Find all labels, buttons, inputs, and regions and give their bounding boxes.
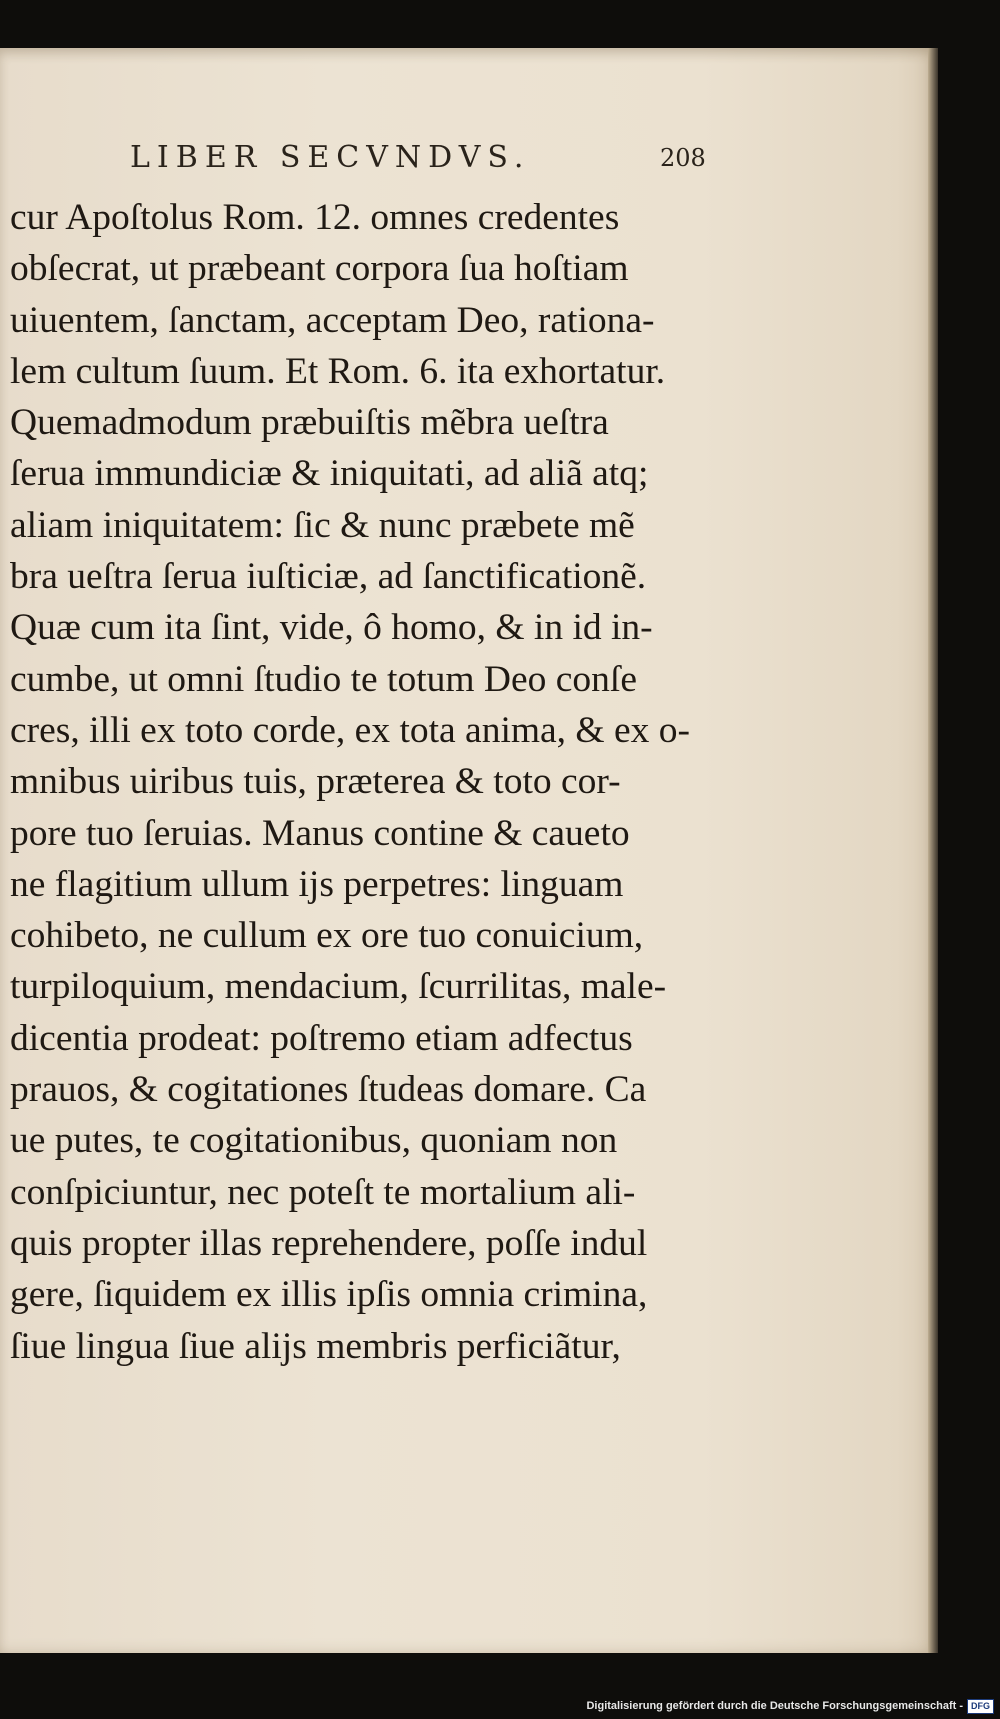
text-line: prauos, & cogitationes ſtudeas domare. Ca [10,1069,647,1111]
text-line: Quemadmodum præbuiſtis mẽbra ueſtra [10,402,609,444]
digitization-credit [586,1698,994,1714]
text-line: conſpiciuntur, nec poteſt te mortalium ali- [10,1171,636,1213]
text-line: ne flagitium ullum ijs perpetres: linguam [10,863,624,905]
text-line: uiuentem, ſanctam, acceptam Deo, rationa- [10,299,655,341]
text-line: ſiue lingua ſiue alijs membris perficiãtur, [10,1325,621,1367]
text-line: turpiloquium, mendacium, ſcurrilitas, male- [10,966,667,1008]
running-head [130,140,730,180]
text-line: ſerua immundiciæ & iniquitati, ad aliã atq; [10,453,649,495]
text-line: quis propter illas reprehendere, poſſe indul [10,1222,648,1264]
body-text [10,192,770,1372]
text-line: gere, ſiquidem ex illis ipſis omnia crimina, [10,1274,648,1316]
text-line: pore tuo ſeruias. Manus contine & caueto [10,812,630,854]
text-line: obſecrat, ut præbeant corpora ſua hoſtiam [10,248,629,290]
credit-text: Digitalisierung gefördert durch die Deutsche Forschungsgemeinschaft - [586,1700,963,1712]
text-line: aliam iniquitatem: ſic & nunc præbete mẽ [10,504,635,546]
text-line: cumbe, ut omni ſtudio te totum Deo conſe [10,658,637,700]
text-line: Quæ cum ita ſint, vide, ô homo, & in id in- [10,607,653,649]
running-head-title: LIBER SECVNDVS. [130,140,531,175]
text-line: lem cultum ſuum. Et Rom. 6. ita exhortatur. [10,350,666,392]
page-edge [928,48,938,1653]
text-line: mnibus uiribus tuis, præterea & toto cor- [10,761,621,803]
text-line: ue putes, te cogitationibus, quoniam non [10,1120,618,1162]
text-line: dicentia prodeat: poſtremo etiam adfectus [10,1017,633,1059]
text-line: cres, illi ex toto corde, ex tota anima, & ex o- [10,709,690,751]
text-line: bra ueſtra ſerua iuſticiæ, ad ſanctificationẽ. [10,556,647,598]
text-line: cohibeto, ne cullum ex ore tuo conuicium, [10,915,644,957]
dfg-logo: DFG [967,1699,994,1714]
page-number: 208 [660,144,706,172]
text-line: cur Apoſtolus Rom. 12. omnes credentes [10,197,620,238]
